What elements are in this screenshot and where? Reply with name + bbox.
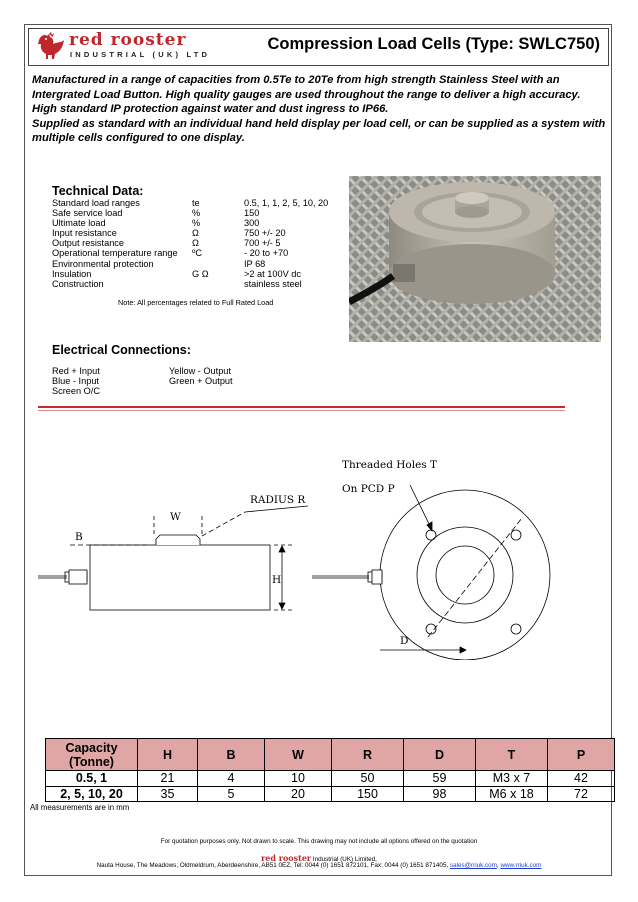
table-cell: 42 (548, 771, 615, 787)
connection-label: Screen O/C (52, 386, 100, 397)
table-row (46, 771, 615, 787)
table-row (52, 238, 328, 248)
column-header: D (404, 739, 476, 771)
table-cell: te (192, 198, 200, 208)
label-b: B (75, 531, 83, 543)
table-cell: Insulation (52, 268, 92, 279)
website-link[interactable]: www.rriuk.com (500, 862, 542, 869)
table-row (52, 228, 328, 238)
address-line (0, 862, 638, 869)
section-divider (38, 406, 565, 408)
table-row (52, 198, 328, 208)
table-cell: % (192, 208, 201, 219)
table-row (52, 259, 328, 269)
table-cell: 750 +/- 20 (244, 228, 286, 239)
company-logo (33, 32, 233, 62)
page-title: Compression Load Cells (Type: SWLC750) (267, 35, 600, 53)
table-cell (192, 259, 244, 269)
footer-brand: red rooster (261, 853, 312, 863)
column-header: B (198, 739, 265, 771)
table-row (52, 269, 328, 279)
rooster-icon (33, 32, 67, 62)
table-cell: 98 (404, 786, 476, 802)
table-cell: % (192, 218, 201, 229)
logo-name: red rooster (69, 30, 187, 50)
measurement-note: All measurements are in mm (30, 803, 130, 812)
table-cell: 700 +/- 5 (244, 238, 281, 249)
table-cell: Standard load ranges (52, 198, 140, 208)
table-cell: stainless steel (244, 278, 302, 289)
label-h: H (272, 574, 282, 586)
table-cell: 35 (138, 786, 198, 802)
table-cell: Output resistance (52, 238, 125, 249)
email-link[interactable]: sales@rriuk.com (449, 862, 497, 869)
table-cell: Construction (52, 278, 104, 289)
table-cell: 150 (332, 786, 404, 802)
column-header: H (138, 739, 198, 771)
column-header: P (548, 739, 615, 771)
page-header (28, 28, 609, 66)
connection-label: Green + Output (169, 376, 233, 387)
table-cell: 59 (404, 771, 476, 787)
address-text: Nauta House, The Meadows, Oldmeldrum, Aberdeenshire, AB51 0EZ, Tel: 0044 (0) 1651 872101, Fax: 0044 (0) 1651 871405, (96, 862, 450, 869)
intro-paragraph: Manufactured in a range of capacities from 0.5Te to 20Te from high strength Stainless Steel with an Intergrated Load Button. High quality gauges are used throughout the range to deliver a high accuracy. (32, 74, 581, 101)
table-cell (192, 279, 244, 289)
table-cell: - 20 to +70 (244, 248, 289, 259)
table-cell: IP 68 (244, 258, 266, 269)
top-view (312, 485, 550, 660)
technical-drawing (30, 440, 610, 660)
list-item (52, 386, 233, 396)
label-d: D (400, 635, 409, 647)
table-cell: ºC (192, 248, 202, 259)
logo-subtitle: INDUSTRIAL (UK) LTD (70, 50, 211, 59)
table-header-row (46, 739, 615, 771)
table-cell: 2, 5, 10, 20 (46, 786, 138, 802)
label-w: W (170, 511, 181, 523)
list-item (52, 376, 233, 386)
table-cell: Environmental protection (52, 258, 154, 269)
table-cell: 21 (138, 771, 198, 787)
connection-label: Red + Input (52, 366, 100, 376)
disclaimer-text: For quotation purposes only. Not drawn to scale. This drawing may not include all options offered on the quotation (160, 838, 478, 845)
table-cell: Ω (192, 228, 199, 239)
percentage-note: Note: All percentages related to Full Rated Load (118, 298, 274, 307)
table-cell: Ultimate load (52, 218, 106, 229)
label-pcd: On PCD P (342, 483, 395, 495)
column-header: W (265, 739, 332, 771)
connection-label: Yellow - Output (169, 366, 231, 376)
table-cell: Ω (192, 238, 199, 249)
table-cell: 0.5, 1 (46, 771, 138, 787)
table-cell: 50 (332, 771, 404, 787)
table-cell: Operational temperature range (52, 248, 178, 259)
section-divider (38, 410, 565, 411)
table-cell: >2 at 100V dc (244, 268, 301, 279)
electrical-connections-title: Electrical Connections: (52, 343, 191, 357)
table-cell: Safe service load (52, 208, 123, 219)
intro-paragraph: High standard IP protection against water and dust ingress to IP66. (32, 103, 389, 116)
table-cell: 4 (198, 771, 265, 787)
column-header: T (476, 739, 548, 771)
table-cell: 10 (265, 771, 332, 787)
table-cell: Input resistance (52, 228, 117, 239)
connection-label: Blue - Input (52, 376, 99, 387)
technical-data-title: Technical Data: (52, 184, 144, 198)
column-header: R (332, 739, 404, 771)
dimensions-table (45, 738, 615, 802)
label-radius: RADIUS R (250, 494, 306, 506)
table-cell: 20 (265, 786, 332, 802)
table-row (46, 786, 615, 802)
table-cell: M3 x 7 (476, 771, 548, 787)
table-cell: 0.5, 1, 1, 2, 5, 10, 20 (244, 198, 329, 208)
table-cell: G Ω (192, 268, 209, 279)
table-cell: 5 (198, 786, 265, 802)
table-row (52, 218, 328, 228)
separator: , (496, 862, 501, 869)
column-header: Capacity (Tonne) (46, 739, 138, 771)
intro-text (32, 73, 607, 146)
company-suffix: Industrial (UK) Limited, (311, 856, 377, 863)
list-item (52, 366, 233, 376)
load-cell-photo (349, 176, 601, 342)
label-threaded-holes: Threaded Holes T (342, 459, 438, 471)
electrical-connections-list (52, 366, 233, 397)
table-row (52, 208, 328, 218)
table-cell: M6 x 18 (476, 786, 548, 802)
table-cell: 72 (548, 786, 615, 802)
table-cell: 300 (244, 218, 260, 229)
intro-paragraph: Supplied as standard with an individual hand held display per load cell, or can be supplied as a system with multiple cells configured to one display. (32, 117, 606, 145)
table-row (52, 279, 328, 289)
table-cell: 150 (244, 208, 260, 219)
table-row (52, 248, 328, 258)
technical-data-table (52, 198, 328, 289)
